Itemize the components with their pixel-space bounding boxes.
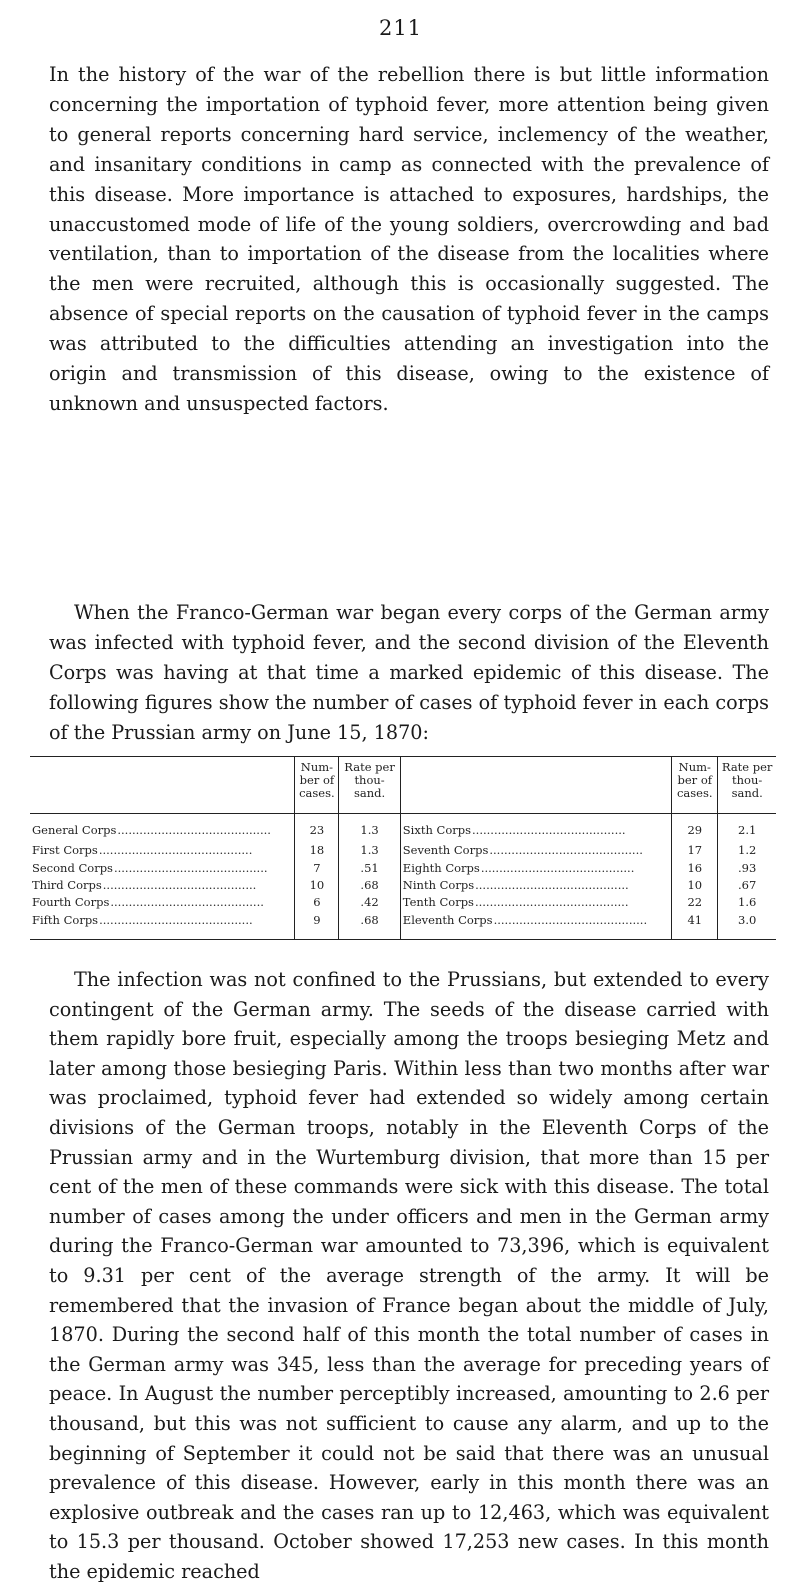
cases-count: 10 xyxy=(672,879,718,896)
rate-per-thousand: 1.2 xyxy=(718,844,776,861)
rate-per-thousand: 2.1 xyxy=(718,814,776,845)
cases-count: 6 xyxy=(295,896,339,913)
rate-per-thousand: .51 xyxy=(339,862,400,879)
rate-per-thousand: .68 xyxy=(339,879,400,896)
rate-per-thousand: .42 xyxy=(339,896,400,913)
header-corps-left xyxy=(30,757,295,814)
paragraph-rebellion: In the history of the war of the rebellion there is but little information concerning the importation of typhoid fever, more attention being given to general reports concerning hard service, inclemency of the weather, and insanitary conditions in camp as connected with the prevalence of this disease. More importance is attached to exposures, hardships, the unaccustomed mode of life of the young soldiers, overcrowding and bad ventilation, than to importation of the disease from the localities where the men were recruited, although this is occasionally suggested. The absence of special reports on the causation of typhoid fever in the camps was attributed to the difficulties attending an investigation into the origin and transmission of this disease, owing to the existence of unknown and unsuspected factors. xyxy=(49,63,769,415)
corps-name: Second Corps.......................................... xyxy=(32,861,268,875)
typhoid-cases-table xyxy=(30,756,776,940)
header-rate-right: Rate per thou- sand. xyxy=(718,757,776,814)
paragraph-infection-spread: The infection was not confined to the Prussians, but extended to every contingent of the German army. The seeds of the disease carried with them rapidly bore fruit, especially among the troops besieging Metz and later among those besieging Paris. Within less than two months after war was proclaimed, typhoid fever had extended so widely among certain divisions of the German troops, notably in the Eleventh Corps of the Prussian army and in the Wurtemburg division, that more than 15 per cent of the men of these commands were sick with this disease. The total number of cases among the under officers and men in the German army during the Franco-German war amounted to 73,396, which is equivalent to 9.31 per cent of the average strength of the army. It will be remembered that the invasion of France began about the middle of July, 1870. During the second half of this month the total number of cases in the German army was 345, less than the average for preceding years of peace. In August the number perceptibly increased, amounting to 2.6 per thousand, but this was not sufficient to cause any alarm, and up to the beginning of September it could not be said that there was an unusual prevalence of this disease. However, early in this month there was an explosive outbreak and the cases ran up to 12,463, which was equivalent to 15.3 per thousand. October showed 17,253 new cases. In this month the epidemic reached xyxy=(49,968,769,1583)
rate-per-thousand: 1.3 xyxy=(339,814,400,845)
rate-per-thousand: 1.3 xyxy=(339,844,400,861)
header-num-left: Num- ber of cases. xyxy=(295,757,339,814)
header-num-right: Num- ber of cases. xyxy=(672,757,718,814)
corps-name: Seventh Corps.......................................... xyxy=(400,844,671,861)
table-row xyxy=(30,879,776,896)
cases-count: 18 xyxy=(295,844,339,861)
corps-name: General Corps.......................................... xyxy=(32,823,271,837)
corps-name: Tenth Corps.......................................... xyxy=(400,896,671,913)
cases-count: 10 xyxy=(295,879,339,896)
header-corps-right xyxy=(400,757,671,814)
rate-per-thousand: 3.0 xyxy=(718,914,776,940)
cases-count: 22 xyxy=(672,896,718,913)
corps-name: Eleventh Corps.......................................... xyxy=(400,914,671,940)
table-row xyxy=(30,896,776,913)
cases-count: 41 xyxy=(672,914,718,940)
cases-count: 7 xyxy=(295,862,339,879)
cases-count: 29 xyxy=(672,814,718,845)
corps-name: Fourth Corps.......................................... xyxy=(32,896,264,910)
rate-per-thousand: .67 xyxy=(718,879,776,896)
corps-name: First Corps.......................................... xyxy=(32,844,253,858)
cases-count: 23 xyxy=(295,814,339,845)
paragraph-franco-german-war: When the Franco-German war began every corps of the German army was infected with typhoid fever, and the second division of the Eleventh Corps was having at that time a marked epidemic of this disease. The following figures show the number of cases of typhoid fever in each corps of the Prussian army on June 15, 1870: xyxy=(49,601,769,744)
table-row xyxy=(30,862,776,879)
rate-per-thousand: 1.6 xyxy=(718,896,776,913)
corps-name: Ninth Corps.......................................... xyxy=(400,879,671,896)
table-row xyxy=(30,914,776,940)
cases-count: 9 xyxy=(295,914,339,940)
corps-name: Third Corps.......................................... xyxy=(32,879,257,893)
corps-name: Sixth Corps.......................................... xyxy=(400,814,671,845)
header-rate-left: Rate per thou- sand. xyxy=(339,757,400,814)
corps-name: Eighth Corps.......................................... xyxy=(400,862,671,879)
corps-name: Fifth Corps.......................................... xyxy=(30,914,295,940)
table-row xyxy=(30,844,776,861)
rate-per-thousand: .93 xyxy=(718,862,776,879)
cases-count: 16 xyxy=(672,862,718,879)
rate-per-thousand: .68 xyxy=(339,914,400,940)
table-row xyxy=(30,814,776,845)
page-number: 211 xyxy=(378,16,423,40)
cases-count: 17 xyxy=(672,844,718,861)
